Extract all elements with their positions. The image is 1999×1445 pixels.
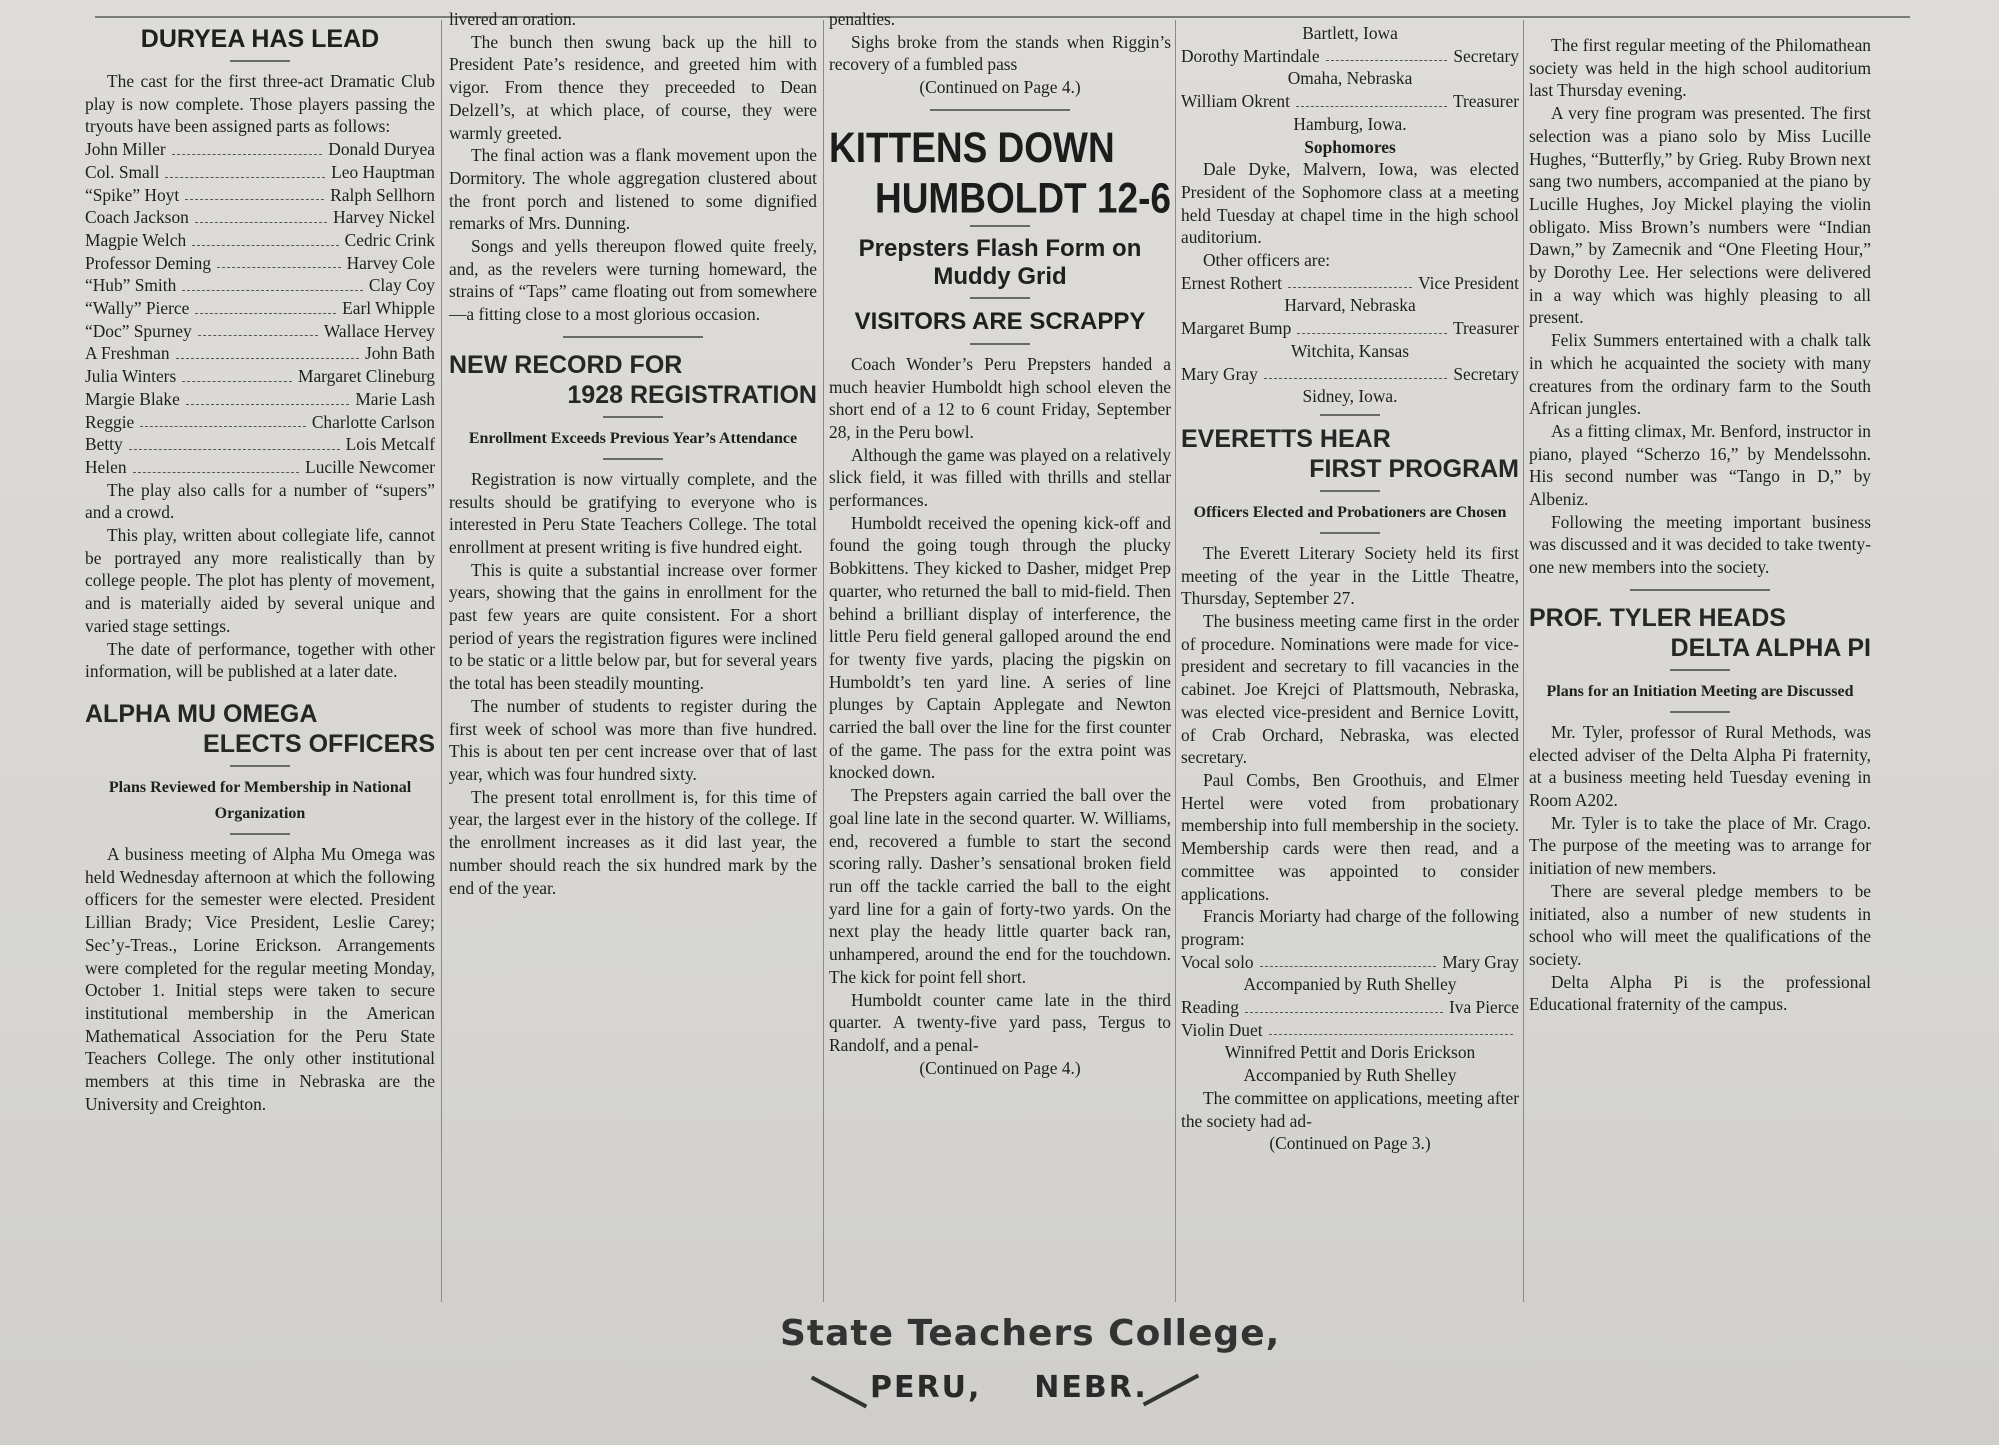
officer-role: Secretary	[1453, 45, 1519, 66]
cast-row	[85, 320, 435, 343]
column-2	[449, 8, 817, 1308]
cast-player: Earl Whipple	[342, 298, 435, 319]
cast-player: Clay Coy	[368, 275, 435, 296]
program-item	[1181, 1019, 1519, 1042]
cast-player: Charlotte Carlson	[311, 411, 435, 432]
cast-player: John Bath	[364, 343, 435, 364]
officer-town: Hamburg, Iowa.	[1293, 113, 1407, 134]
officer-row	[1181, 317, 1519, 340]
subheadline: Plans for an Initiation Meeting are Discussed	[1546, 682, 1854, 700]
article-paragraph: Humboldt counter came late in the third quarter. A twenty-five yard pass, Tergus to Randolf, and a penal-	[829, 989, 1171, 1055]
article-paragraph: livered an oration.	[449, 9, 576, 29]
article-paragraph: Humboldt received the opening kick-off and found the going tough through the plucky Bobkittens. They kicked to Dasher, midget Prep quarter, who returned the ball to mid-field. Then behind a brilliant display of interference, the little Peru field general galloped around the end for twenty five yards, placing the pigskin on Humboldt’s ten yard line. A series of line plunges by Captain Applegate and Newton carried the ball over the line for the first counter of the game. The pass for the extra point was knocked down.	[829, 512, 1171, 783]
article-paragraph: The bunch then swung back up the hill to President Pate’s residence, and greeted him with vigor. From thence they preceeded to Dean Delzell’s, at which place, of course, they were warmly greeted.	[449, 31, 817, 143]
article-paragraph: The Everett Literary Society held its first meeting of the year in the Little Theatre, Thursday, September 27.	[1181, 542, 1519, 609]
subheadline: Plans Reviewed for Membership in National Organization	[108, 778, 412, 822]
divider	[970, 225, 1030, 227]
cast-list	[85, 138, 435, 479]
headline-line: HUMBOLDT 12-6	[874, 174, 1171, 222]
article-paragraph: Although the game was played on a relatively slick field, it was filled with thrills and stellar performances.	[829, 444, 1171, 511]
officer-town: Sidney, Iowa.	[1302, 386, 1398, 407]
cast-role: Helen	[85, 456, 127, 477]
headline-new-record	[449, 350, 817, 410]
continued-note: (Continued on Page 4.)	[919, 1057, 1081, 1078]
divider	[1670, 669, 1730, 671]
cast-row	[85, 411, 435, 434]
program-note: Accompanied by Ruth Shelley	[1243, 1065, 1457, 1086]
headline-tyler	[1529, 603, 1871, 663]
program-item	[1181, 951, 1519, 974]
divider	[930, 109, 1070, 111]
article-paragraph: There are several pledge members to be initiated, also a number of new students in school who will meet the qualifications of the society.	[1529, 880, 1871, 969]
article-paragraph: The business meeting came first in the order of procedure. Nominations were made for vice-president and secretary to fill vacancies in the cabinet. Joe Krejci of Plattsmouth, Nebraska, was elected vice-president and Bernice Lovitt, of Crab Orchard, Nebraska, was elected secretary.	[1181, 611, 1519, 768]
program-label: Reading	[1181, 997, 1239, 1018]
program-performer: Mary Gray	[1442, 951, 1519, 972]
officer-town: Bartlett, Iowa	[1302, 23, 1398, 43]
column-rule	[441, 20, 442, 1302]
headline-kittens	[829, 123, 1171, 224]
article-paragraph: This is quite a substantial increase over former years, showing that the gains in enrollment for the past few years are quite consistent. For a short period of years the registration figures were inclined to be static or a little below par, but for several years the total has been steadily mounting.	[449, 559, 817, 694]
headline-line: EVERETTS HEAR	[1181, 424, 1391, 453]
cast-player: Wallace Hervey	[323, 320, 435, 341]
cast-player: Lucille Newcomer	[305, 456, 435, 477]
cast-player: Lois Metcalf	[345, 434, 435, 455]
cast-role: Julia Winters	[85, 366, 177, 387]
cast-role: Col. Small	[85, 161, 160, 182]
article-paragraph: Mr. Tyler, professor of Rural Methods, was elected adviser of the Delta Alpha Pi fraternity, at a business meeting held Tuesday evening in Room A202.	[1529, 721, 1871, 810]
cast-player: Harvey Nickel	[333, 207, 435, 228]
cast-row	[85, 342, 435, 365]
article-paragraph: A business meeting of Alpha Mu Omega was held Wednesday afternoon at which the following officers for the semester were elected. President Lillian Brady; Vice President, Leslie Carey; Sec’y-Treas., Lorine Erickson. Arrangements were completed for the regular meeting Monday, October 1. Initial steps were taken to secure institutional membership in the American Mathematical Association for the Peru State Teachers College. The only other institutional members at this time in Nebraska are the University and Creighton.	[85, 843, 435, 1114]
cast-player: Ralph Sellhorn	[330, 184, 435, 205]
footer-city: PERU,	[870, 1370, 982, 1405]
officer-row	[1181, 90, 1519, 113]
cast-role: “Hub” Smith	[85, 275, 177, 296]
cast-role: Professor Deming	[85, 252, 212, 273]
article-paragraph: Coach Wonder’s Peru Prepsters handed a much heavier Humboldt high school eleven the short end of a 12 to 6 count Friday, September 28, in the Peru bowl.	[829, 353, 1171, 442]
cast-row	[85, 161, 435, 184]
officer-town: Witchita, Kansas	[1290, 340, 1410, 361]
cast-player: Margaret Clineburg	[297, 366, 435, 387]
cast-row	[85, 433, 435, 456]
officer-list	[1181, 45, 1519, 136]
cast-role: Reggie	[85, 411, 135, 432]
headline-duryea: DURYEA HAS LEAD	[140, 25, 380, 53]
cast-row	[85, 252, 435, 275]
column-rule	[1523, 20, 1524, 1302]
divider	[1630, 589, 1770, 591]
article-paragraph: penalties.	[829, 9, 896, 29]
continued-note: (Continued on Page 4.)	[919, 77, 1081, 98]
article-paragraph: The cast for the first three-act Dramatic Club play is now complete. Those players passing the tryouts have been assigned parts as follows:	[85, 71, 435, 137]
divider	[970, 343, 1030, 345]
subheadline: Prepsters Flash Form on Muddy Grid	[858, 234, 1142, 290]
article-paragraph: Other officers are:	[1203, 250, 1331, 271]
article-paragraph: Felix Summers entertained with a chalk talk in which he acquainted the society with many creatures from the ordinary farm to the South African jungles.	[1529, 330, 1871, 419]
cast-role: “Spike” Hoyt	[85, 184, 180, 205]
section-heading: Sophomores	[1304, 136, 1396, 157]
program-item	[1181, 996, 1519, 1019]
article-paragraph: Francis Moriarty had charge of the following program:	[1181, 906, 1519, 949]
cast-role: Coach Jackson	[85, 207, 189, 228]
divider	[563, 336, 703, 338]
subheadline: VISITORS ARE SCRAPPY	[854, 307, 1146, 335]
article-paragraph: The play also calls for a number of “supers” and a crowd.	[85, 479, 435, 523]
officer-name: Margaret Bump	[1181, 318, 1292, 339]
article-paragraph: Songs and yells thereupon flowed quite freely, and, as the revelers were turning homeward, the strains of “Taps” came floating out from somewhere—a fitting close to a most glorious occasion.	[449, 236, 817, 325]
subheadline: Enrollment Exceeds Previous Year’s Attendance	[468, 429, 798, 447]
article-paragraph: Sighs broke from the stands when Riggin’s recovery of a fumbled pass	[829, 31, 1171, 75]
program-note: Accompanied by Ruth Shelley	[1243, 974, 1457, 995]
footer-college: State Teachers College,	[780, 1313, 1281, 1354]
divider	[230, 60, 290, 62]
cast-row	[85, 274, 435, 297]
officer-name: Mary Gray	[1181, 363, 1258, 384]
officer-role: Treasurer	[1452, 91, 1519, 112]
article-paragraph: Registration is now virtually complete, and the results should be gratifying to everyone who is interested in Peru State Teachers College. The total enrollment at present writing is five hundred eight.	[449, 468, 817, 557]
subheadline: Officers Elected and Probationers are Chosen	[1193, 503, 1507, 521]
cast-row	[85, 138, 435, 161]
article-paragraph: The Prepsters again carried the ball over the goal line late in the second quarter. W. Williams, end, recovered a fumble to start the second scoring rally. Dasher’s sensational broken field run off the tackle carried the ball to the eight yard line for a gain of forty-two yards. On the next play the heady little quarter back ran, unhampered, around the end for the touchdown. The kick for point fell short.	[829, 785, 1171, 987]
cast-row	[85, 229, 435, 252]
cast-row	[85, 184, 435, 207]
footer-location	[870, 1370, 1148, 1405]
officer-town: Harvard, Nebraska	[1284, 295, 1416, 316]
program-label: Violin Duet	[1181, 1019, 1263, 1040]
headline-line: ELECTS OFFICERS	[203, 729, 435, 758]
cast-player: Cedric Crink	[344, 229, 435, 250]
program-performer: Winnifred Pettit and Doris Erickson	[1224, 1042, 1476, 1063]
program-performer: Iva Pierce	[1448, 997, 1519, 1018]
officer-role: Treasurer	[1452, 318, 1519, 339]
cast-row	[85, 388, 435, 411]
footer-state: NEBR.	[1034, 1370, 1148, 1405]
column-rule	[1175, 20, 1176, 1302]
cast-row	[85, 456, 435, 479]
officer-name: Dorothy Martindale	[1181, 45, 1320, 66]
article-paragraph: Mr. Tyler is to take the place of Mr. Crago. The purpose of the meeting was to arrange for initiation of new members.	[1529, 812, 1871, 879]
article-paragraph: The committee on applications, meeting after the society had ad-	[1181, 1087, 1519, 1131]
article-paragraph: The present total enrollment is, for this time of year, the largest ever in the history of the college. If the enrollment increases as it did last year, the number should reach the six hundred mark by the end of the year.	[449, 786, 817, 898]
divider	[1670, 711, 1730, 713]
divider	[970, 297, 1030, 299]
column-4	[1181, 8, 1519, 1308]
officer-role: Secretary	[1453, 363, 1519, 384]
article-paragraph: This play, written about collegiate life, cannot be portrayed any more realistically than by college people. The plot has plenty of movement, and is materially aided by several unique and varied stage settings.	[85, 525, 435, 636]
headline-line: PROF. TYLER HEADS	[1529, 603, 1786, 632]
divider	[230, 833, 290, 835]
headline-line: 1928 REGISTRATION	[567, 380, 817, 409]
officer-name: William Okrent	[1181, 91, 1290, 112]
cast-player: Harvey Cole	[346, 252, 435, 273]
column-rule	[823, 20, 824, 1302]
headline-everetts	[1181, 424, 1519, 484]
divider	[603, 458, 663, 460]
cast-player: Leo Hauptman	[331, 161, 435, 182]
divider	[1320, 490, 1380, 492]
headline-line: NEW RECORD FOR	[449, 350, 683, 379]
headline-line: KITTENS DOWN	[829, 123, 1115, 172]
divider	[603, 416, 663, 418]
officer-town: Omaha, Nebraska	[1287, 68, 1413, 89]
article-paragraph: A very fine program was presented. The first selection was a piano solo by Miss Lucille Hughes, “Butterfly,” by Grieg. Ruby Brown next sang two numbers, accompanied at the piano by Lucille Hughes, Joy Mickel playing the violin obligato. Miss Brown’s numbers were “Indian Dawn,” by Zamecnik and “One Fleeting Hour,” by Dorothy Lee. Her selections were delivered in a way which was highly pleasing to all present.	[1529, 103, 1871, 328]
officer-row	[1181, 45, 1519, 68]
officer-row	[1181, 363, 1519, 386]
article-paragraph: Delta Alpha Pi is the professional Educational fraternity of the campus.	[1529, 971, 1871, 1015]
cast-row	[85, 206, 435, 229]
cast-role: Magpie Welch	[85, 229, 187, 250]
divider	[1320, 532, 1380, 534]
cast-role: “Doc” Spurney	[85, 320, 192, 341]
article-paragraph: The number of students to register during the first week of school was more than five hundred. This is about ten per cent increase over that of last year, which was four hundred sixty.	[449, 695, 817, 784]
cast-role: John Miller	[85, 139, 166, 160]
article-paragraph: The date of performance, together with other information, will be published at a later date.	[85, 638, 435, 682]
program-label: Vocal solo	[1181, 951, 1254, 972]
officer-role: Vice President	[1418, 272, 1519, 293]
officer-row	[1181, 272, 1519, 295]
column-3	[829, 8, 1171, 1308]
headline-alpha-mu-omega	[85, 699, 435, 759]
divider	[1320, 414, 1380, 416]
cast-row	[85, 365, 435, 388]
article-paragraph: Following the meeting important business was discussed and it was decided to take twenty-one new members into the society.	[1529, 511, 1871, 578]
footer-swoosh	[1143, 1374, 1200, 1407]
cast-role: A Freshman	[85, 343, 170, 364]
cast-player: Donald Duryea	[328, 139, 435, 160]
cast-role: Margie Blake	[85, 388, 180, 409]
cast-role: “Wally” Pierce	[85, 298, 190, 319]
headline-line: DELTA ALPHA PI	[1670, 633, 1871, 662]
footer-swoosh	[811, 1376, 868, 1409]
cast-row	[85, 297, 435, 320]
column-1	[85, 8, 435, 1308]
article-paragraph: The final action was a flank movement upon the Dormitory. The whole aggregation clustered about the front porch and listened to some dignified remarks of Mrs. Dunning.	[449, 145, 817, 234]
officer-name: Ernest Rothert	[1181, 272, 1282, 293]
headline-line: FIRST PROGRAM	[1309, 454, 1519, 483]
article-paragraph: Paul Combs, Ben Groothuis, and Elmer Hertel were voted from probationary membership into full membership in the society. Membership cards were then read, and a committee was appointed to consider applications.	[1181, 769, 1519, 904]
article-paragraph: Dale Dyke, Malvern, Iowa, was elected President of the Sophomore class at a meeting held Tuesday at chapel time in the high school auditorium.	[1181, 159, 1519, 248]
divider	[230, 765, 290, 767]
headline-line: ALPHA MU OMEGA	[85, 699, 318, 728]
cast-player: Marie Lash	[355, 388, 435, 409]
column-5	[1529, 8, 1871, 1308]
cast-role: Betty	[85, 434, 123, 455]
article-paragraph: As a fitting climax, Mr. Benford, instructor in piano, played “Scherzo 16,” by Mendelssohn. His second number was “Tango in D,” by Albeniz.	[1529, 420, 1871, 510]
article-paragraph: The first regular meeting of the Philomathean society was held in the high school auditorium last Thursday evening.	[1529, 35, 1871, 101]
continued-note: (Continued on Page 3.)	[1269, 1133, 1431, 1154]
officer-list	[1181, 272, 1519, 408]
